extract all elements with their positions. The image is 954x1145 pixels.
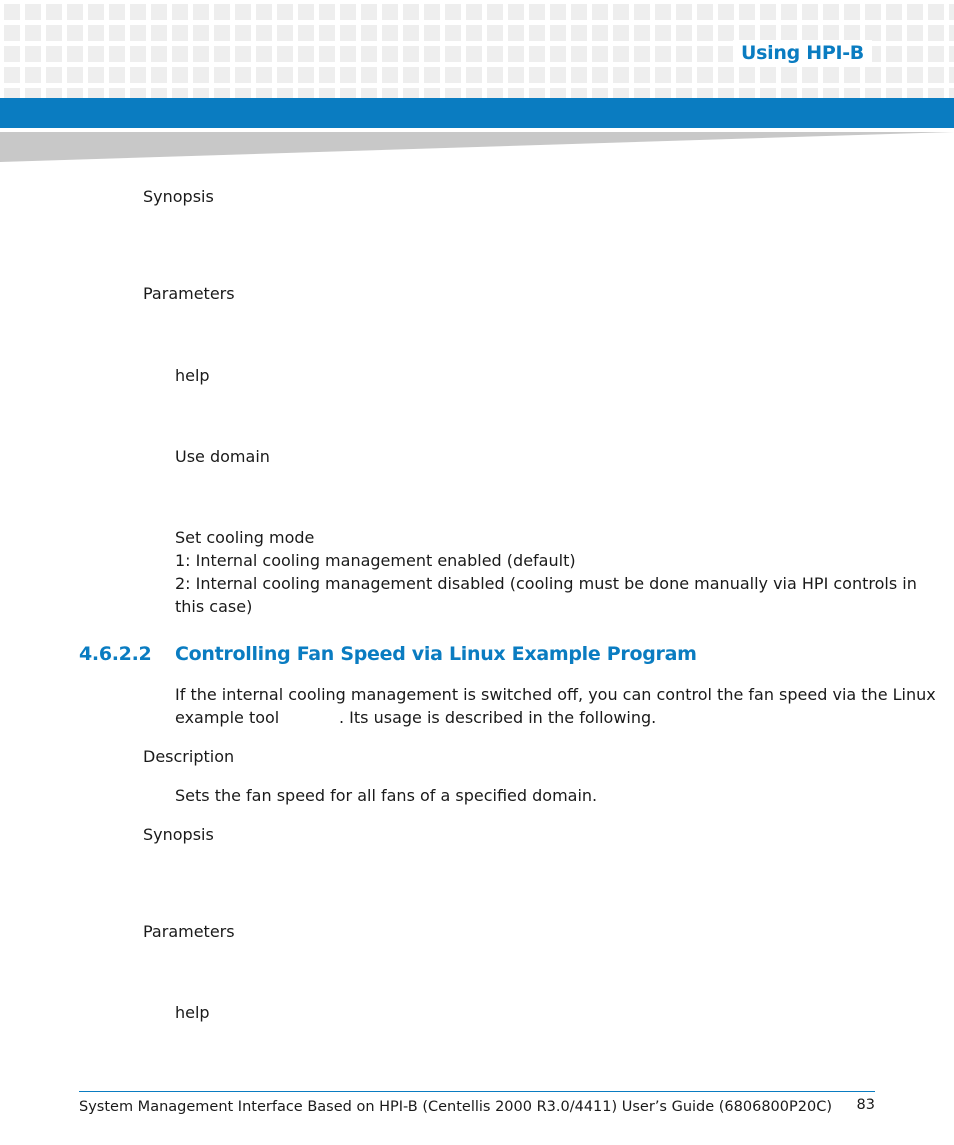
footer-page-number: 83 xyxy=(856,1097,875,1113)
section-intro-line-2b: . Its usage is described in the following. xyxy=(339,708,657,727)
param-domain-description: Use domain xyxy=(175,447,270,466)
section-intro-line-1: If the internal cooling management is switched off, you can control the fan speed via the Linux xyxy=(175,685,936,704)
param-help-description-2: help xyxy=(175,1003,210,1022)
header-gray-wedge xyxy=(0,128,954,164)
param-mode-option-2: 2: Internal cooling management disabled (cooling must be done manually via HPI controls in xyxy=(175,574,917,593)
footer-rule xyxy=(79,1091,875,1092)
footer-document-title: System Management Interface Based on HPI-B (Centellis 2000 R3.0/4411) User’s Guide (6806800P20C) xyxy=(79,1099,832,1115)
section-number: 4.6.2.2 xyxy=(79,643,152,665)
parameters-label: Parameters xyxy=(143,284,235,303)
description-text: Sets the fan speed for all fans of a specified domain. xyxy=(175,786,598,805)
header-blue-bar xyxy=(0,98,954,128)
parameters-label-2: Parameters xyxy=(143,922,235,941)
section-intro-line-2a: example tool xyxy=(175,708,280,727)
param-mode-option-2-continued: this case) xyxy=(175,597,253,616)
running-header-title: Using HPI-B xyxy=(733,40,872,66)
param-help-description: help xyxy=(175,366,210,385)
synopsis-label-2: Synopsis xyxy=(143,825,214,844)
description-label: Description xyxy=(143,747,235,766)
param-mode-option-1: 1: Internal cooling management enabled (default) xyxy=(175,551,576,570)
section-title: Controlling Fan Speed via Linux Example Program xyxy=(175,643,697,665)
synopsis-label: Synopsis xyxy=(143,187,214,206)
param-mode-description: Set cooling mode xyxy=(175,528,315,547)
